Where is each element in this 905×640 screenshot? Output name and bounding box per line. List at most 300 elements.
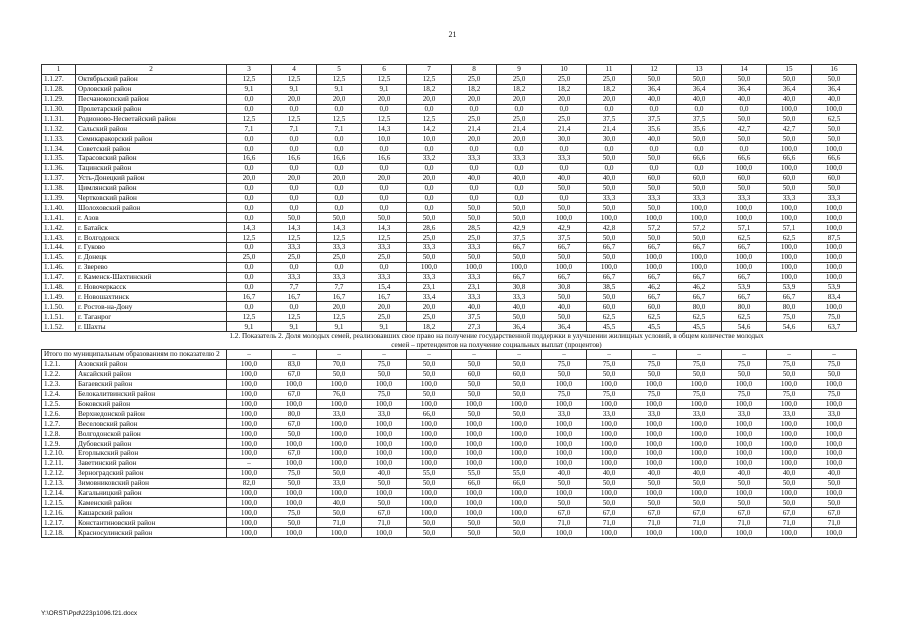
value-cell: 50,0: [812, 124, 857, 134]
value-cell: 25,0: [407, 312, 452, 322]
value-cell: 20,0: [542, 94, 587, 104]
indicator-table-container: [41, 64, 856, 538]
row-code-cell: 1.1.28.: [42, 84, 76, 94]
value-cell: 0,0: [227, 272, 272, 282]
value-cell: 75,0: [812, 389, 857, 399]
value-cell: 100,0: [767, 399, 812, 409]
value-cell: 50,0: [317, 468, 362, 478]
municipality-name-cell: г. Ростов-на-Дону: [76, 302, 227, 312]
table-row: [42, 282, 857, 292]
value-cell: 20,0: [497, 134, 542, 144]
value-cell: 50,0: [497, 203, 542, 213]
value-cell: 0,0: [452, 144, 497, 154]
value-cell: 100,0: [497, 488, 542, 498]
row-code-cell: 1.2.6.: [42, 409, 76, 419]
value-cell: 50,0: [452, 213, 497, 223]
value-cell: 33,2: [407, 154, 452, 164]
total-label: Итого по муниципальным образованиям по показателю 2: [42, 350, 227, 360]
table-body: [42, 65, 857, 538]
value-cell: 33,3: [407, 272, 452, 282]
value-cell: 100,0: [407, 498, 452, 508]
table-row: [42, 262, 857, 272]
value-cell: 33,4: [407, 292, 452, 302]
table-row: [42, 419, 857, 429]
row-code-cell: 1.2.16.: [42, 508, 76, 518]
value-cell: 50,0: [407, 359, 452, 369]
value-cell: 50,0: [362, 478, 407, 488]
total-value-cell: –: [362, 350, 407, 360]
value-cell: 45,5: [587, 322, 632, 332]
value-cell: 100,0: [362, 439, 407, 449]
row-code-cell: 1.2.9.: [42, 439, 76, 449]
value-cell: 100,0: [272, 458, 317, 468]
value-cell: 40,0: [587, 468, 632, 478]
value-cell: 36,4: [677, 84, 722, 94]
value-cell: 50,0: [587, 478, 632, 488]
value-cell: 18,2: [587, 84, 632, 94]
value-cell: 40,0: [722, 468, 767, 478]
row-code-cell: 1.1.51.: [42, 312, 76, 322]
column-number-header: 7: [407, 65, 452, 75]
value-cell: 33,0: [677, 409, 722, 419]
row-code-cell: 1.2.10.: [42, 448, 76, 458]
value-cell: 83,4: [812, 292, 857, 302]
value-cell: 0,0: [227, 213, 272, 223]
value-cell: 0,0: [317, 144, 362, 154]
value-cell: 0,0: [632, 104, 677, 114]
value-cell: 15,4: [362, 282, 407, 292]
total-value-cell: –: [722, 350, 767, 360]
value-cell: 100,0: [767, 163, 812, 173]
value-cell: 0,0: [317, 134, 362, 144]
value-cell: 50,0: [587, 203, 632, 213]
value-cell: 66,7: [632, 243, 677, 253]
value-cell: 100,0: [767, 439, 812, 449]
municipality-name-cell: Тацинский район: [76, 163, 227, 173]
value-cell: 100,0: [497, 458, 542, 468]
value-cell: 33,3: [542, 154, 587, 164]
municipality-name-cell: Зимовниковский район: [76, 478, 227, 488]
value-cell: 0,0: [362, 193, 407, 203]
value-cell: 100,0: [587, 213, 632, 223]
table-row: [42, 389, 857, 399]
value-cell: 50,0: [542, 252, 587, 262]
value-cell: 54,6: [767, 322, 812, 332]
value-cell: 100,0: [362, 528, 407, 538]
municipality-name-cell: Дубовский район: [76, 439, 227, 449]
value-cell: 50,0: [677, 183, 722, 193]
value-cell: 50,0: [317, 369, 362, 379]
value-cell: 66,6: [812, 154, 857, 164]
table-row: [42, 213, 857, 223]
municipality-name-cell: Пролетарский район: [76, 104, 227, 114]
value-cell: 75,0: [722, 359, 767, 369]
municipality-name-cell: Багаевский район: [76, 379, 227, 389]
value-cell: 12,5: [362, 233, 407, 243]
row-code-cell: 1.1.30.: [42, 104, 76, 114]
value-cell: 100,0: [767, 528, 812, 538]
value-cell: 16,7: [317, 292, 362, 302]
value-cell: 100,0: [542, 419, 587, 429]
value-cell: 0,0: [542, 163, 587, 173]
value-cell: 100,0: [542, 213, 587, 223]
value-cell: 33,0: [317, 409, 362, 419]
value-cell: 100,0: [812, 262, 857, 272]
value-cell: 100,0: [677, 439, 722, 449]
value-cell: 40,0: [452, 302, 497, 312]
value-cell: 0,0: [587, 104, 632, 114]
value-cell: 50,0: [767, 114, 812, 124]
value-cell: 57,1: [722, 223, 767, 233]
value-cell: 0,0: [677, 163, 722, 173]
row-code-cell: 1.2.18.: [42, 528, 76, 538]
value-cell: 16,7: [272, 292, 317, 302]
value-cell: 50,0: [767, 183, 812, 193]
value-cell: 66,7: [722, 272, 767, 282]
value-cell: 50,0: [497, 359, 542, 369]
value-cell: 100,0: [317, 419, 362, 429]
row-code-cell: 1.1.39.: [42, 193, 76, 203]
value-cell: 28,5: [452, 223, 497, 233]
value-cell: 0,0: [362, 144, 407, 154]
row-code-cell: 1.2.17.: [42, 518, 76, 528]
value-cell: 75,0: [677, 389, 722, 399]
value-cell: 50,0: [587, 154, 632, 164]
value-cell: 50,0: [722, 74, 767, 84]
value-cell: 0,0: [587, 163, 632, 173]
value-cell: 75,0: [812, 312, 857, 322]
value-cell: 50,0: [677, 74, 722, 84]
value-cell: 100,0: [272, 528, 317, 538]
value-cell: 50,0: [497, 312, 542, 322]
value-cell: 62,5: [677, 312, 722, 322]
value-cell: 100,0: [632, 379, 677, 389]
value-cell: 0,0: [317, 262, 362, 272]
municipality-name-cell: Веселовский район: [76, 419, 227, 429]
value-cell: 50,0: [677, 134, 722, 144]
value-cell: 42,9: [497, 223, 542, 233]
value-cell: 100,0: [362, 399, 407, 409]
municipality-name-cell: Советский район: [76, 144, 227, 154]
value-cell: 75,0: [722, 389, 767, 399]
value-cell: 0,0: [497, 144, 542, 154]
value-cell: 50,0: [452, 389, 497, 399]
value-cell: 50,0: [812, 369, 857, 379]
table-row: [42, 272, 857, 282]
value-cell: 50,0: [632, 154, 677, 164]
value-cell: 100,0: [542, 528, 587, 538]
value-cell: 12,5: [272, 114, 317, 124]
municipality-name-cell: г. Таганрог: [76, 312, 227, 322]
table-row: [42, 478, 857, 488]
value-cell: 40,0: [632, 134, 677, 144]
value-cell: 100,0: [767, 488, 812, 498]
value-cell: 76,0: [317, 389, 362, 399]
value-cell: 100,0: [632, 252, 677, 262]
municipality-name-cell: г. Шахты: [76, 322, 227, 332]
value-cell: 40,0: [542, 173, 587, 183]
value-cell: 0,0: [272, 163, 317, 173]
value-cell: 25,0: [452, 74, 497, 84]
value-cell: 25,0: [407, 233, 452, 243]
value-cell: 100,0: [452, 429, 497, 439]
value-cell: 0,0: [272, 193, 317, 203]
value-cell: 35,6: [677, 124, 722, 134]
value-cell: 100,0: [587, 399, 632, 409]
value-cell: 100,0: [632, 528, 677, 538]
municipality-name-cell: г. Батайск: [76, 223, 227, 233]
value-cell: 83,0: [272, 359, 317, 369]
value-cell: 66,0: [407, 409, 452, 419]
value-cell: 27,3: [452, 322, 497, 332]
table-row: [42, 173, 857, 183]
value-cell: 50,0: [677, 233, 722, 243]
value-cell: 33,0: [632, 409, 677, 419]
value-cell: 100,0: [677, 213, 722, 223]
value-cell: 67,0: [272, 448, 317, 458]
value-cell: 57,2: [677, 223, 722, 233]
value-cell: 50,0: [632, 369, 677, 379]
value-cell: 46,2: [677, 282, 722, 292]
value-cell: 0,0: [272, 262, 317, 272]
value-cell: 100,0: [812, 104, 857, 114]
value-cell: 66,6: [677, 154, 722, 164]
row-code-cell: 1.2.13.: [42, 478, 76, 488]
value-cell: 75,0: [542, 359, 587, 369]
value-cell: 100,0: [317, 488, 362, 498]
value-cell: 50,0: [632, 498, 677, 508]
value-cell: 18,2: [452, 84, 497, 94]
value-cell: 71,0: [812, 518, 857, 528]
value-cell: 60,0: [812, 173, 857, 183]
value-cell: 35,6: [632, 124, 677, 134]
value-cell: 50,0: [407, 518, 452, 528]
value-cell: 20,0: [362, 302, 407, 312]
value-cell: 37,5: [587, 114, 632, 124]
municipality-name-cell: Родионово-Несветайский район: [76, 114, 227, 124]
value-cell: 100,0: [767, 104, 812, 114]
value-cell: 100,0: [677, 488, 722, 498]
value-cell: 0,0: [677, 104, 722, 114]
value-cell: 33,3: [317, 272, 362, 282]
table-row: [42, 518, 857, 528]
row-code-cell: 1.1.49.: [42, 292, 76, 302]
value-cell: 100,0: [722, 458, 767, 468]
municipality-name-cell: г. Донецк: [76, 252, 227, 262]
value-cell: 0,0: [452, 193, 497, 203]
value-cell: 50,0: [632, 183, 677, 193]
value-cell: 100,0: [812, 439, 857, 449]
value-cell: 33,0: [722, 409, 767, 419]
value-cell: 100,0: [587, 429, 632, 439]
municipality-name-cell: Верхнедонской район: [76, 409, 227, 419]
value-cell: 50,0: [812, 74, 857, 84]
value-cell: 70,0: [317, 359, 362, 369]
value-cell: 23,1: [407, 282, 452, 292]
table-row: [42, 124, 857, 134]
row-code-cell: 1.1.40.: [42, 203, 76, 213]
value-cell: 12,5: [362, 74, 407, 84]
municipality-name-cell: Усть-Донецкий район: [76, 173, 227, 183]
column-number-header: 2: [76, 65, 227, 75]
value-cell: 100,0: [452, 488, 497, 498]
municipality-name-cell: Зерноградский район: [76, 468, 227, 478]
value-cell: 100,0: [452, 419, 497, 429]
value-cell: 71,0: [542, 518, 587, 528]
value-cell: 66,7: [722, 292, 767, 302]
value-cell: 100,0: [767, 144, 812, 154]
value-cell: 50,0: [497, 252, 542, 262]
value-cell: 12,5: [317, 74, 362, 84]
column-number-header: 3: [227, 65, 272, 75]
value-cell: 100,0: [722, 163, 767, 173]
column-number-header: 10: [542, 65, 587, 75]
value-cell: 100,0: [587, 458, 632, 468]
value-cell: 50,0: [722, 478, 767, 488]
value-cell: 16,6: [227, 154, 272, 164]
table-row: [42, 154, 857, 164]
value-cell: 50,0: [632, 233, 677, 243]
value-cell: 0,0: [497, 163, 542, 173]
value-cell: 66,7: [632, 292, 677, 302]
value-cell: 50,0: [812, 498, 857, 508]
value-cell: 66,6: [722, 154, 767, 164]
value-cell: 30,0: [542, 134, 587, 144]
page-number: 21: [448, 30, 457, 39]
value-cell: 21,4: [452, 124, 497, 134]
value-cell: 33,0: [767, 409, 812, 419]
value-cell: 37,5: [452, 312, 497, 322]
value-cell: 100,0: [452, 448, 497, 458]
value-cell: 53,9: [767, 282, 812, 292]
value-cell: 50,0: [767, 498, 812, 508]
value-cell: 75,0: [767, 359, 812, 369]
total-value-cell: –: [407, 350, 452, 360]
value-cell: 40,0: [497, 173, 542, 183]
value-cell: 100,0: [542, 429, 587, 439]
value-cell: 100,0: [227, 518, 272, 528]
value-cell: 50,0: [587, 183, 632, 193]
value-cell: 40,0: [587, 173, 632, 183]
value-cell: 40,0: [542, 468, 587, 478]
municipality-name-cell: Боковский район: [76, 399, 227, 409]
value-cell: 67,0: [272, 419, 317, 429]
value-cell: 20,0: [272, 94, 317, 104]
value-cell: 100,0: [497, 399, 542, 409]
total-value-cell: –: [812, 350, 857, 360]
value-cell: 53,9: [812, 282, 857, 292]
value-cell: 100,0: [722, 429, 767, 439]
value-cell: 75,0: [587, 389, 632, 399]
value-cell: 50,0: [632, 203, 677, 213]
table-row: [42, 243, 857, 253]
value-cell: 40,0: [497, 302, 542, 312]
value-cell: 100,0: [542, 262, 587, 272]
value-cell: 33,3: [452, 272, 497, 282]
value-cell: 100,0: [767, 272, 812, 282]
value-cell: 33,0: [317, 478, 362, 488]
value-cell: 100,0: [317, 429, 362, 439]
value-cell: 66,7: [587, 243, 632, 253]
column-number-header: 13: [677, 65, 722, 75]
value-cell: 50,0: [812, 183, 857, 193]
value-cell: 71,0: [317, 518, 362, 528]
value-cell: 7,1: [227, 124, 272, 134]
table-row: [42, 94, 857, 104]
value-cell: 71,0: [677, 518, 722, 528]
value-cell: 100,0: [272, 488, 317, 498]
value-cell: 9,1: [317, 322, 362, 332]
value-cell: 25,0: [497, 114, 542, 124]
footer-file-path: Y:\ORST\Ppd\223p1096.f21.docx: [41, 610, 138, 617]
value-cell: 25,0: [542, 74, 587, 84]
row-code-cell: 1.2.7.: [42, 419, 76, 429]
row-code-cell: 1.2.5.: [42, 399, 76, 409]
municipality-name-cell: Егорлыкский район: [76, 448, 227, 458]
municipality-name-cell: Красносулинский район: [76, 528, 227, 538]
value-cell: 75,0: [542, 389, 587, 399]
value-cell: 60,0: [677, 173, 722, 183]
value-cell: 100,0: [497, 498, 542, 508]
value-cell: 67,0: [542, 508, 587, 518]
value-cell: 9,1: [227, 322, 272, 332]
value-cell: 33,3: [497, 292, 542, 302]
value-cell: 100,0: [677, 252, 722, 262]
column-number-header: 5: [317, 65, 362, 75]
value-cell: 0,0: [272, 144, 317, 154]
value-cell: 21,4: [542, 124, 587, 134]
value-cell: 100,0: [407, 429, 452, 439]
row-code-cell: 1.1.44.: [42, 243, 76, 253]
value-cell: 66,7: [497, 243, 542, 253]
value-cell: 12,5: [272, 74, 317, 84]
municipality-name-cell: Чертковский район: [76, 193, 227, 203]
value-cell: 0,0: [407, 144, 452, 154]
municipality-name-cell: Песчанокопский район: [76, 94, 227, 104]
value-cell: 0,0: [227, 94, 272, 104]
value-cell: 100,0: [587, 448, 632, 458]
value-cell: 62,5: [767, 233, 812, 243]
value-cell: 80,0: [272, 409, 317, 419]
value-cell: 25,0: [452, 233, 497, 243]
value-cell: 100,0: [767, 203, 812, 213]
value-cell: 62,5: [587, 312, 632, 322]
value-cell: 100,0: [452, 399, 497, 409]
value-cell: 0,0: [272, 183, 317, 193]
value-cell: 9,1: [272, 322, 317, 332]
table-row: [42, 508, 857, 518]
value-cell: 0,0: [452, 163, 497, 173]
value-cell: 33,3: [632, 193, 677, 203]
value-cell: 100,0: [812, 213, 857, 223]
value-cell: 100,0: [362, 419, 407, 429]
value-cell: 37,5: [677, 114, 722, 124]
value-cell: 62,5: [722, 312, 767, 322]
value-cell: 67,0: [272, 389, 317, 399]
value-cell: 25,0: [542, 114, 587, 124]
value-cell: 0,0: [452, 183, 497, 193]
value-cell: 50,0: [452, 379, 497, 389]
row-code-cell: 1.1.34.: [42, 144, 76, 154]
value-cell: 75,0: [632, 359, 677, 369]
value-cell: 33,3: [407, 243, 452, 253]
value-cell: 0,0: [362, 183, 407, 193]
municipality-name-cell: г. Азов: [76, 213, 227, 223]
value-cell: 0,0: [497, 193, 542, 203]
value-cell: 50,0: [587, 233, 632, 243]
value-cell: 67,0: [362, 508, 407, 518]
row-code-cell: 1.1.45.: [42, 252, 76, 262]
